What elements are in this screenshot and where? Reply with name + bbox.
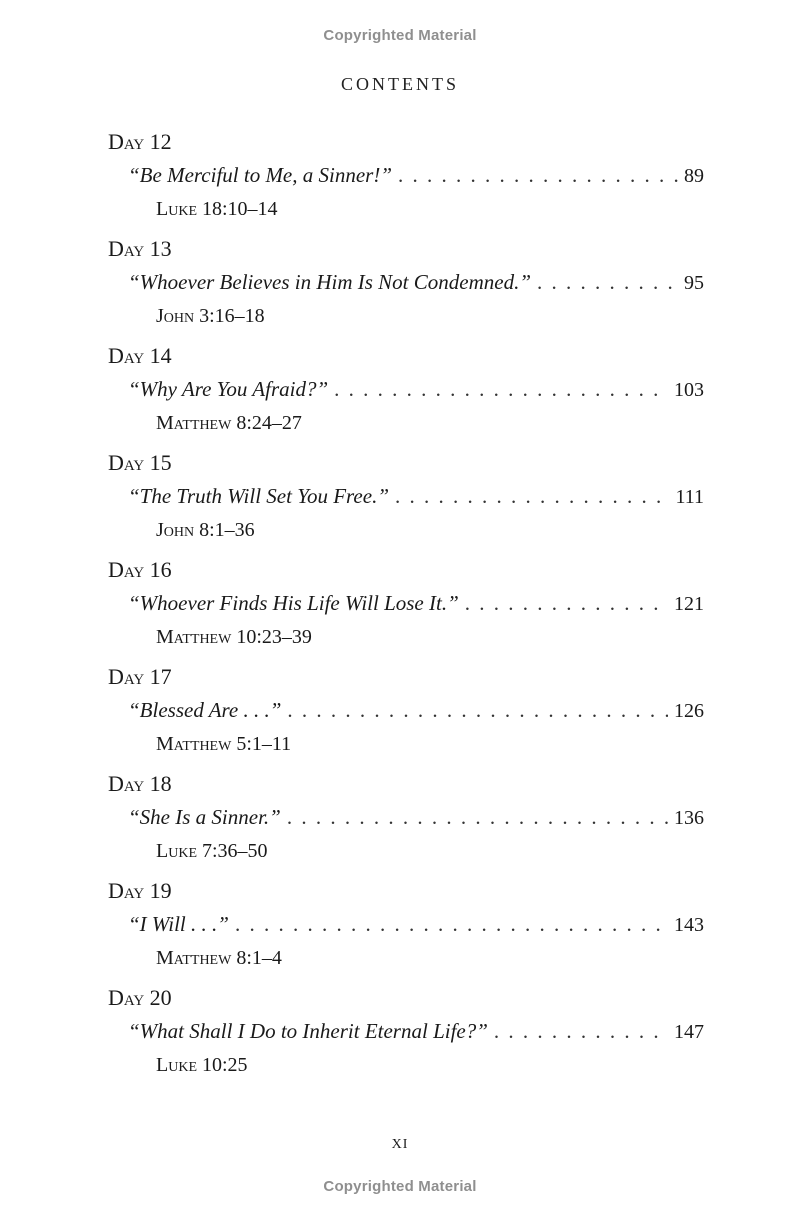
- day-label: Day 18: [108, 771, 172, 796]
- toc-line[interactable]: [128, 910, 704, 938]
- page-number: 111: [675, 486, 704, 508]
- scripture-reference: Luke 18:10–14: [156, 198, 278, 220]
- day-label: Day 13: [108, 236, 172, 261]
- toc-entry-day-19: [108, 877, 704, 984]
- chapter-title: “What Shall I Do to Inherit Eternal Life?”: [128, 1019, 488, 1043]
- toc-line[interactable]: [128, 375, 704, 403]
- chapter-title: “I Will . . .”: [128, 912, 229, 936]
- copyright-watermark-top: Copyrighted Material: [323, 27, 477, 44]
- toc-entry-day-16: [108, 556, 704, 663]
- toc-line[interactable]: [128, 482, 704, 510]
- dot-leader: [287, 696, 668, 724]
- page-number: 147: [674, 1021, 704, 1043]
- scripture-reference: John 3:16–18: [156, 305, 265, 327]
- dot-leader: [494, 1017, 668, 1045]
- chapter-title: “Whoever Believes in Him Is Not Condemned.”: [128, 270, 532, 294]
- dot-leader: [398, 161, 678, 189]
- toc-entry-day-17: [108, 663, 704, 770]
- day-label: Day 16: [108, 557, 172, 582]
- copyright-watermark-bottom: Copyrighted Material: [323, 1178, 477, 1195]
- day-label: Day 15: [108, 450, 172, 475]
- chapter-title: “Why Are You Afraid?”: [128, 377, 329, 401]
- page-number: 121: [674, 593, 704, 615]
- page-number: 89: [684, 165, 704, 187]
- scripture-reference: Matthew 8:1–4: [156, 947, 282, 969]
- chapter-title: “The Truth Will Set You Free.”: [128, 484, 389, 508]
- toc-entry-day-20: [108, 984, 704, 1091]
- toc-entry-day-18: [108, 770, 704, 877]
- page-number: 143: [674, 914, 704, 936]
- toc-line[interactable]: [128, 696, 704, 724]
- dot-leader: [395, 482, 669, 510]
- chapter-title: “Whoever Finds His Life Will Lose It.”: [128, 591, 459, 615]
- toc-entry-day-15: [108, 449, 704, 556]
- toc-entry-day-12: [108, 128, 704, 235]
- page-number: 103: [674, 379, 704, 401]
- page-number: 126: [674, 700, 704, 722]
- dot-leader: [235, 910, 668, 938]
- day-label: Day 19: [108, 878, 172, 903]
- toc-line[interactable]: [128, 1017, 704, 1045]
- page-number: 136: [674, 807, 704, 829]
- scripture-reference: Matthew 8:24–27: [156, 412, 302, 434]
- toc-line[interactable]: [128, 161, 704, 189]
- toc-line[interactable]: [128, 589, 704, 617]
- toc-entry-day-14: [108, 342, 704, 449]
- scripture-reference: Matthew 10:23–39: [156, 626, 312, 648]
- toc-line[interactable]: [128, 803, 704, 831]
- page-title: CONTENTS: [341, 74, 459, 94]
- scripture-reference: John 8:1–36: [156, 519, 255, 541]
- scripture-reference: Luke 10:25: [156, 1054, 248, 1076]
- table-of-contents: [108, 128, 704, 1091]
- dot-leader: [537, 268, 678, 296]
- page-number: 95: [684, 272, 704, 294]
- toc-line[interactable]: [128, 268, 704, 296]
- day-label: Day 17: [108, 664, 172, 689]
- chapter-title: “Be Merciful to Me, a Sinner!”: [128, 163, 393, 187]
- chapter-title: “Blessed Are . . .”: [128, 698, 282, 722]
- day-label: Day 14: [108, 343, 172, 368]
- toc-entry-day-13: [108, 235, 704, 342]
- chapter-title: “She Is a Sinner.”: [128, 805, 281, 829]
- day-label: Day 12: [108, 129, 172, 154]
- dot-leader: [334, 375, 668, 403]
- scripture-reference: Matthew 5:1–11: [156, 733, 292, 755]
- dot-leader: [287, 803, 668, 831]
- page-folio: xi: [391, 1131, 409, 1153]
- dot-leader: [465, 589, 668, 617]
- day-label: Day 20: [108, 985, 172, 1010]
- scripture-reference: Luke 7:36–50: [156, 840, 268, 862]
